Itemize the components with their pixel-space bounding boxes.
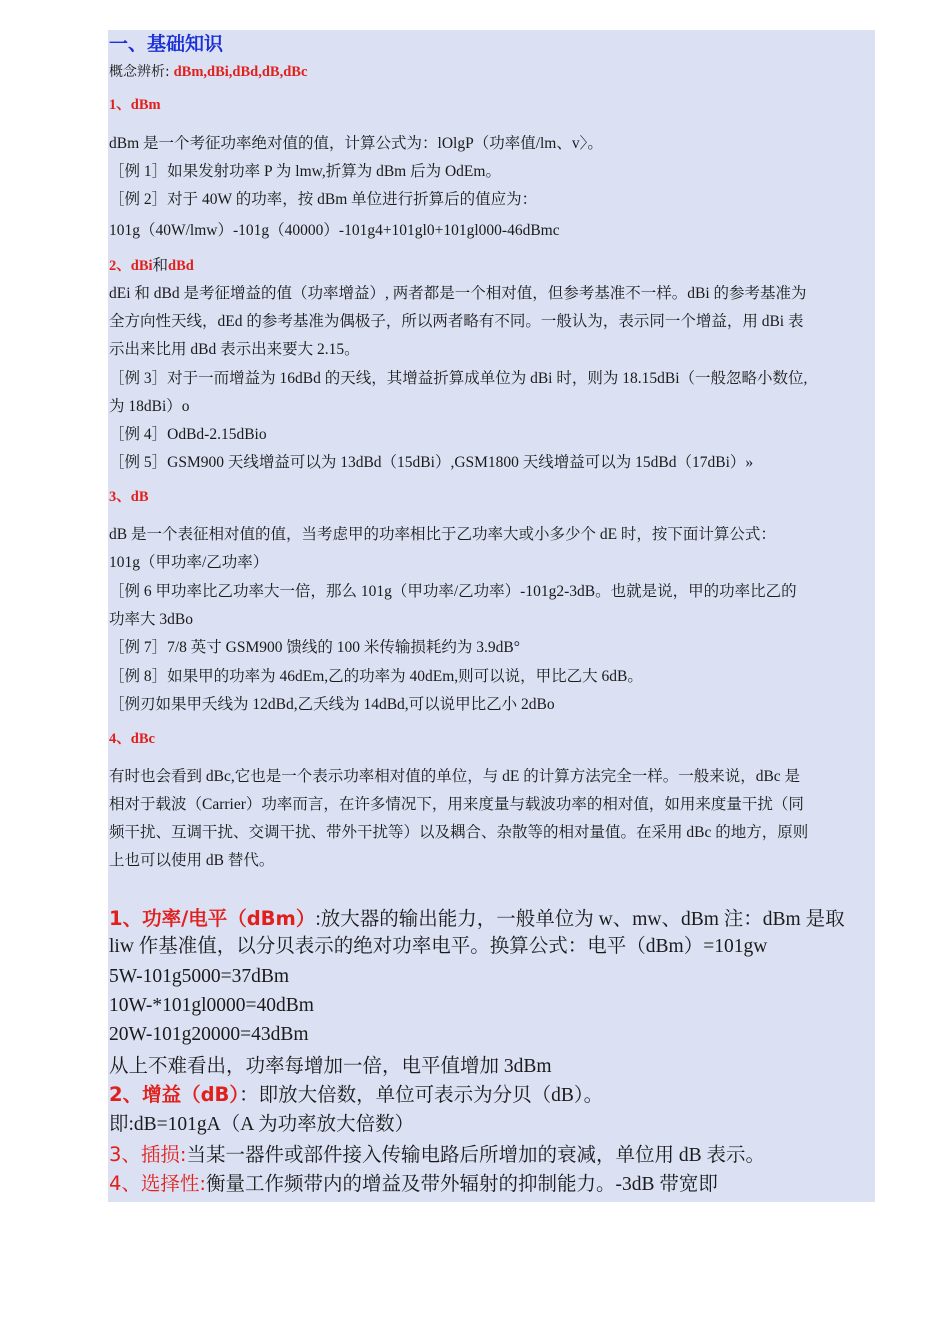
sec4-title: 4、dBc xyxy=(109,731,155,747)
concept-terms: dBm,dBi,dBd,dB,dBc xyxy=(173,64,308,80)
sec3-line-1: dB 是一个表征相对值的值，当考虑甲的功率相比于乙功率大或小多少个 dE 时，按下面计算公式： xyxy=(109,526,776,543)
concept-label: 概念辨析: xyxy=(109,64,170,80)
sec3-title: 3、dB xyxy=(109,489,149,505)
part2-item-2-label: 2、增益（dB） xyxy=(109,1083,240,1106)
sec2-title-c: dBd xyxy=(168,258,194,274)
concept-line xyxy=(109,62,307,82)
part2-item-4-text: 衡量工作频带内的增益及带外辐射的抑制能力。-3dB 带宽即 xyxy=(205,1174,718,1195)
sec4-line-3: 频干扰、互调干扰、交调干扰、带外干扰等）以及耦合、杂散等的相对量值。在采用 dBc 的地方，原则 xyxy=(109,824,809,841)
sec2-example-4: ［例 4］OdBd-2.15dBio xyxy=(109,426,267,443)
sec2-title xyxy=(109,256,194,276)
sec2-line-1: dEi 和 dBd 是考征增益的值（功率增益）, 两者都是一个相对值，但参考基准不一样。dBi 的参考基准为 xyxy=(109,285,807,302)
sec2-title-a: 2、dBi xyxy=(109,258,153,274)
part2-item-2 xyxy=(109,1082,603,1109)
sec4-line-2: 相对于载波（Carrier）功率而言，在许多情况下，用来度量与载波功率的相对值，如用来度量干扰（同 xyxy=(109,796,804,813)
sec2-example-3a: ［例 3］对于一而增益为 16dBd 的天线，其增益折算成单位为 dBi 时，则为 18.15dBi（一般忽略小数位, xyxy=(109,370,808,387)
part2-item-3-text: 当某一器件或部件接入传输电路后所增加的衰减，单位用 dB 表示。 xyxy=(186,1145,765,1166)
part2-item-3 xyxy=(109,1142,765,1169)
part2-item-4 xyxy=(109,1171,718,1198)
part2-note: 从上不难看出，功率每增加一倍，电平值增加 3dBm xyxy=(109,1056,552,1077)
sec3-example-6a: ［例 6 甲功率比乙功率大一倍，那么 101g（甲功率/乙功率）-101g2-3dB。也就是说，甲的功率比乙的 xyxy=(109,583,797,600)
section-heading: 一、基础知识 xyxy=(109,33,224,55)
part2-item-3-label: 3、插损: xyxy=(109,1143,187,1166)
part2-formula-2: 10W-*101gl0000=40dBm xyxy=(109,995,314,1016)
part2-formula-1: 5W-101g5000=37dBm xyxy=(109,966,289,987)
part2-item-2-text: ：即放大倍数，单位可表示为分贝（dB）。 xyxy=(239,1085,604,1106)
sec3-example-6b: 功率大 3dBo xyxy=(109,611,193,628)
part2-item-1-text: :放大器的输出能力，一般单位为 w、mw、dBm 注：dBm 是取 xyxy=(315,909,845,930)
part2-item-1 xyxy=(109,906,845,933)
sec2-line-3: 示出来比用 dBd 表示出来要大 2.15。 xyxy=(109,341,360,358)
sec2-example-3b: 为 18dBi）o xyxy=(109,398,190,415)
sec2-example-5: ［例 5］GSM900 天线增益可以为 13dBd（15dBi）,GSM1800 天线增益可以为 15dBd（17dBi）» xyxy=(109,454,754,471)
sec1-title: 1、dBm xyxy=(109,97,161,113)
sec3-example-8: ［例 8］如果甲的功率为 46dEm,乙的功率为 40dEm,则可以说，甲比乙大 6dB。 xyxy=(109,668,643,685)
sec4-line-4: 上也可以使用 dB 替代。 xyxy=(109,852,275,869)
part2-formula-3: 20W-101g20000=43dBm xyxy=(109,1024,309,1045)
part2-item-1-line-2: liw 作基准值，以分贝表示的绝对功率电平。换算公式：电平（dBm）=101gw xyxy=(109,936,768,957)
sec1-example-1: ［例 1］如果发射功率 P 为 lmw,折算为 dBm 后为 OdEm。 xyxy=(109,163,501,180)
sec3-example-7: ［例 7］7/8 英寸 GSM900 馈线的 100 米传输损耗约为 3.9dB° xyxy=(109,639,520,656)
part2-item-2-line-2: 即:dB=101gA（A 为功率放大倍数） xyxy=(109,1114,415,1135)
sec1-para: dBm 是一个考征功率绝对值的值，计算公式为：lOlgP（功率值/lm、v〉。 xyxy=(109,135,603,152)
part2-item-1-label: 1、功率/电平（dBm） xyxy=(109,907,316,930)
sec2-line-2: 全方向性天线，dEd 的参考基准为偶极子，所以两者略有不同。一般认为，表示同一个增益，用 dBi 表 xyxy=(109,313,804,330)
part2-item-4-label: 4、选择性: xyxy=(109,1172,206,1195)
sec1-formula: 101g（40W/lmw）-101g（40000）-101g4+101gl0+101gl000-46dBmc xyxy=(109,222,560,239)
sec3-example-9: ［例刃如果甲夭线为 12dBd,乙夭线为 14dBd,可以说甲比乙小 2dBo xyxy=(109,696,555,713)
sec4-line-1: 有时也会看到 dBc,它也是一个表示功率相对值的单位，与 dE 的计算方法完全一样。一般来说，dBc 是 xyxy=(109,768,801,785)
sec3-line-2: 101g（甲功率/乙功率） xyxy=(109,554,269,571)
sec2-title-b: 和 xyxy=(152,257,169,274)
sec1-example-2: ［例 2］对于 40W 的功率，按 dBm 单位进行折算后的值应为： xyxy=(109,191,538,208)
